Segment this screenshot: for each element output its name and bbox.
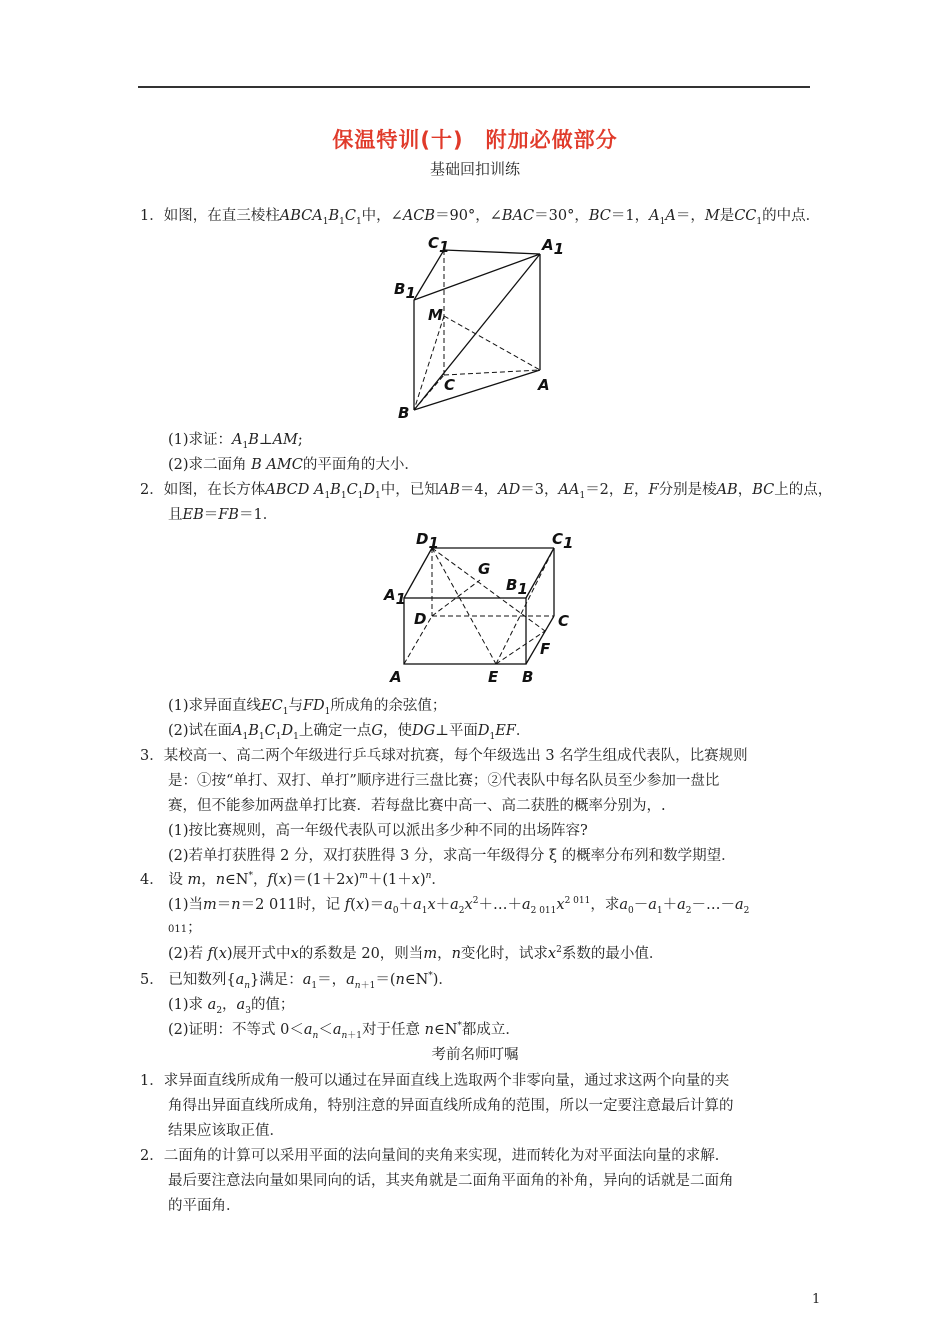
figure-cuboid [380, 528, 580, 688]
problem-3-line-1: 3．某校高一、高二两个年级进行乒乓球对抗赛，每个年级选出 3 名学生组成代表队，比赛规则 [140, 748, 748, 764]
page-number: 1 [812, 1292, 821, 1307]
figure-prism [392, 230, 572, 426]
edge-mb [414, 316, 444, 410]
problem-4-stem: 4． 设 m，n∈N*，$f(x)=(1+2x)^m+(1+x)^n$． [140, 871, 446, 888]
problem-5-q1: (1)求 $a_2$，$a_3$的值； [168, 997, 295, 1016]
label-b1: B1 [394, 280, 416, 302]
problem-1-stem: 1．如图，在直三棱柱$ABCA_1B_1C_1$中，∠ACB＝90°，∠BAC＝30°，BC＝1，$A_1A=$，M是$CC_1$的中点． [140, 208, 821, 227]
problem-3-line-3: 赛，但不能参加两盘单打比赛．若每盘比赛中高一、高二获胜的概率分别为，. [168, 798, 666, 814]
edge-c1a1 [444, 250, 540, 254]
tip-1-line-1: 1．求异面直线所成角一般可以通过在异面直线上选取两个非零向量，通过求这两个向量的夹 [140, 1073, 730, 1089]
tip-1-line-3: 结果应该取正值． [168, 1123, 284, 1139]
problem-2-stem-line2: 且EB＝FB＝1． [168, 507, 278, 523]
edge-ma [444, 316, 540, 370]
tip-2-line-3: 的平面角． [168, 1198, 241, 1214]
label-d: D [414, 610, 427, 628]
problem-2-stem: 2．如图，在长方体ABCD $A_1B_1C_1D_1$中，已知AB＝4，AD＝3，$AA_1=2$，E，F分别是棱AB，BC上的点， [140, 482, 833, 501]
tip-2-line-1: 2．二面角的计算可以采用平面的法向量间的夹角来实现，进而转化为对平面法向量的求解． [140, 1148, 730, 1164]
label-d1: D1 [416, 530, 439, 552]
edge-ef [496, 631, 545, 664]
problem-2-q2: (2)试在面$A_1B_1C_1D_1$上确定一点G，使DG⊥平面$D_1EF$． [168, 723, 531, 742]
tips-heading: 考前名师叮嘱 [431, 1047, 519, 1063]
tip-2-line-2: 最后要注意法向量如果同向的话，其夹角就是二面角平面角的补角，异向的话就是二面角 [168, 1173, 734, 1189]
edge-b1c1 [414, 250, 444, 300]
problem-1-q2: (2)求二面角 B AMC的平面角的大小． [168, 457, 419, 473]
problem-3-q1: (1)按比赛规则，高一年级代表队可以派出多少种不同的出场阵容? [168, 823, 588, 839]
tip-1-line-2: 角得出异面直线所成角，特别注意的异面直线所成角的范围，所以一定要注意最后计算的 [168, 1098, 734, 1114]
label-b1: B1 [506, 576, 528, 598]
label-a1: A1 [542, 236, 565, 258]
problem-4-q1: (1)当m＝n＝2 011时，记 $f(x)=a_0+a_1x+a_2x^2+\dots+a_{2 011}x^{2 011}$，求$a_0-a_1+a_2-\dots-a_2$ [168, 896, 750, 916]
label-a: A [390, 668, 402, 686]
problem-5-q2: (2)证明：不等式 $0<a_n<a_{n+1}$对于任意 n∈N*都成立． [168, 1021, 520, 1041]
problem-4-q2: (2)若 f(x)展开式中x的系数是 20，则当m，n变化时，试求$x^2$系数的最小值． [168, 945, 664, 962]
label-c1: C1 [552, 530, 574, 552]
label-b: B [398, 404, 410, 422]
edge-ba [414, 370, 540, 410]
label-a: A [538, 376, 550, 394]
problem-4-q1-tail: 011； [168, 920, 202, 936]
problem-1-q1: (1)求证：$A_1B\perp AM$; [168, 432, 303, 451]
problem-3-line-2: 是：①按“单打、双打、单打”顺序进行三盘比赛；②代表队中每名队员至少参加一盘比 [168, 773, 720, 789]
edge-a1d1 [404, 548, 432, 598]
label-a1: A1 [384, 586, 407, 608]
label-c: C [444, 376, 456, 394]
label-f: F [540, 640, 551, 658]
label-c: C [558, 612, 570, 630]
label-c1: C1 [428, 234, 450, 256]
page-title: 保温特训(十) 附加必做部分 [332, 128, 618, 152]
problem-3-q2: (2)若单打获胜得 2 分，双打获胜得 3 分，求高一年级得分 ξ 的概率分布列和数学期望． [168, 848, 736, 864]
label-g: G [478, 560, 491, 578]
label-m: M [428, 306, 443, 324]
problem-5-stem: 5． 已知数列$\{a_n\}$满足：$a_1=$，$a_{n+1}=(n\in N^*)$． [140, 971, 453, 991]
label-e: E [488, 668, 499, 686]
problem-2-q1: (1)求异面直线$EC_1$与$FD_1$所成角的余弦值； [168, 698, 447, 717]
header-rule [138, 86, 810, 88]
section-subtitle: 基础回扣训练 [429, 160, 520, 178]
label-b: B [522, 668, 534, 686]
